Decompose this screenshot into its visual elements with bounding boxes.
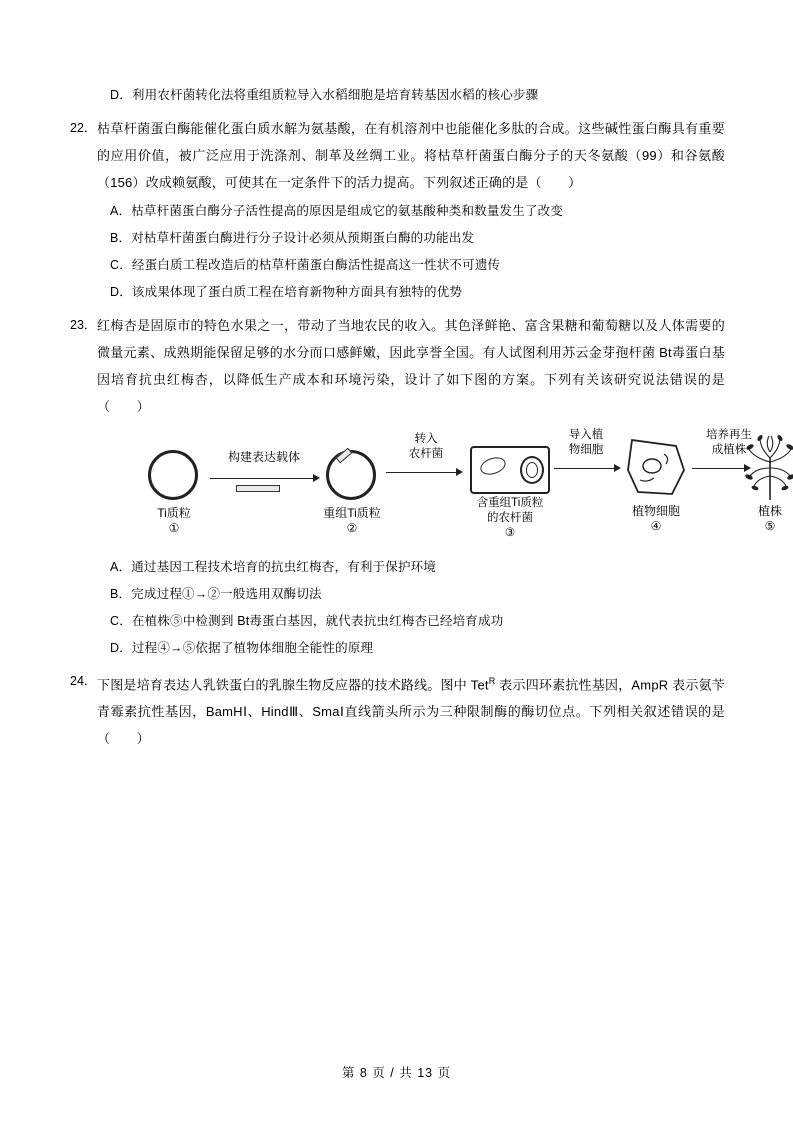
- page-footer: 第 8 页 / 共 13 页: [341, 1066, 452, 1080]
- plasmid-inside-bacterium-inner: [526, 462, 538, 478]
- question-24-stem: [97, 668, 725, 752]
- transgenic-plant-workflow-diagram: [70, 428, 782, 548]
- question-23-option-a: A．通过基因工程技术培育的抗虫红梅杏，有利于保护环境: [110, 560, 437, 574]
- question-22-option-d: D．该成果体现了蛋白质工程在培育新物种方面具有独特的优势: [110, 285, 463, 299]
- arrow-1-head: [313, 474, 320, 482]
- arrow-label-into-agrobacterium-line1: 转入: [414, 433, 438, 445]
- recombinant-ti-plasmid-circle: [326, 450, 376, 500]
- question-23-option-b: B．完成过程①→②一般选用双酶切法: [110, 587, 322, 601]
- question-24-stem-part2: 表示四环素抗性基因，AmpR 表示氨苄青霉素抗性基因，BamHⅠ、HindⅢ、SmaⅠ直线箭头所示为三种限制酶的酶切位点。下列相关叙述错误的是（ ）: [97, 677, 725, 747]
- page-content: [70, 82, 782, 754]
- question-22-option-a: A．枯草杆菌蛋白酶分子活性提高的原因是组成它的氨基酸种类和数量发生了改变: [110, 204, 564, 218]
- question-24-superscript: R: [488, 676, 496, 686]
- question-24-number: 24．: [70, 674, 97, 688]
- arrow-label-into-agrobacterium-line2: 农杆菌: [408, 448, 444, 460]
- agrobacterium-label-line1: 含重组Ti质粒: [476, 497, 544, 509]
- arrow-3-head: [614, 464, 621, 472]
- option-d-prev: D．利用农杆菌转化法将重组质粒导入水稻细胞是培育转基因水稻的核心步骤: [110, 88, 539, 102]
- question-22: [70, 115, 725, 196]
- arrow-4-line: [692, 468, 746, 469]
- question-24-stem-part1: 下图是培育表达人乳铁蛋白的乳腺生物反应器的技术路线。图中 Tet: [97, 677, 489, 693]
- plant-label-line2: ⑤: [764, 519, 776, 533]
- agrobacterium-label-line2: 的农杆菌: [487, 512, 533, 524]
- arrow-label-into-plant-cell-line1: 导入植: [568, 429, 604, 441]
- arrow-3-line: [554, 468, 616, 469]
- plant-cell-shape: [622, 436, 690, 500]
- regenerated-plant-shape: [740, 432, 793, 502]
- arrow-1-line: [210, 478, 315, 479]
- question-22-stem: 枯草杆菌蛋白酶能催化蛋白质水解为氨基酸，在有机溶剂中也能催化多肽的合成。这些碱性蛋白酶具有重要的应用价值，被广泛应用于洗涤剂、制革及丝绸工业。将枯草杆菌蛋白酶分子的天冬氨酸（99）和谷氨酸（156）改成赖氨酸，可使其在一定条件下的活力提高。下列叙述正确的是（ ）: [97, 121, 725, 190]
- question-23-option-c: C．在植株⑤中检测到 Bt毒蛋白基因，就代表抗虫红梅杏已经培育成功: [110, 614, 504, 628]
- ti-plasmid-circle: [148, 450, 198, 500]
- plant-label-line1: 植株: [757, 504, 782, 518]
- question-23-option-d: D．过程④→⑤依据了植物体细胞全能性的原理: [110, 641, 374, 655]
- arrow-label-construct-vector: 构建表达载体: [227, 450, 300, 464]
- recombinant-ti-plasmid-label-line2: ②: [346, 521, 358, 535]
- plant-cell-label-line1: 植物细胞: [631, 504, 680, 518]
- target-gene-fragment: [236, 485, 280, 492]
- question-22-number: 22．: [70, 121, 97, 135]
- plant-cell-label-line2: ④: [650, 519, 662, 533]
- arrow-label-regenerate-plant-line2: 成植株: [711, 444, 747, 456]
- question-22-option-b: B．对枯草杆菌蛋白酶进行分子设计必须从预期蛋白酶的功能出发: [110, 231, 475, 245]
- question-23-number: 23．: [70, 318, 97, 332]
- question-22-option-c: C．经蛋白质工程改造后的枯草杆菌蛋白酶活性提高这一性状不可遗传: [110, 258, 501, 272]
- arrow-2-head: [456, 468, 463, 476]
- question-23: [70, 312, 725, 420]
- arrow-label-into-plant-cell-line2: 物细胞: [568, 444, 604, 456]
- arrow-2-line: [386, 472, 458, 473]
- question-23-stem: 红梅杏是固原市的特色水果之一，带动了当地农民的收入。其色泽鲜艳、富含果糖和葡萄糖以及人体需要的微量元素、成熟期能保留足够的水分而口感鲜嫩，因此享誉全国。有人试图利用苏云金芽孢杆菌 Bt毒蛋白基因培育抗虫红梅杏，以降低生产成本和环境污染，设计了如下图的方案。下列有关该研究说法错误的是（ ）: [97, 318, 725, 414]
- arrow-label-regenerate-plant-line1: 培养再生: [706, 429, 752, 441]
- ti-plasmid-label-line1: Ti质粒: [157, 506, 191, 520]
- recombinant-ti-plasmid-label-line1: 重组Ti质粒: [323, 506, 381, 520]
- question-24: [70, 668, 725, 752]
- ti-plasmid-label-line2: ①: [168, 521, 180, 535]
- agrobacterium-label-line3: ③: [504, 527, 516, 539]
